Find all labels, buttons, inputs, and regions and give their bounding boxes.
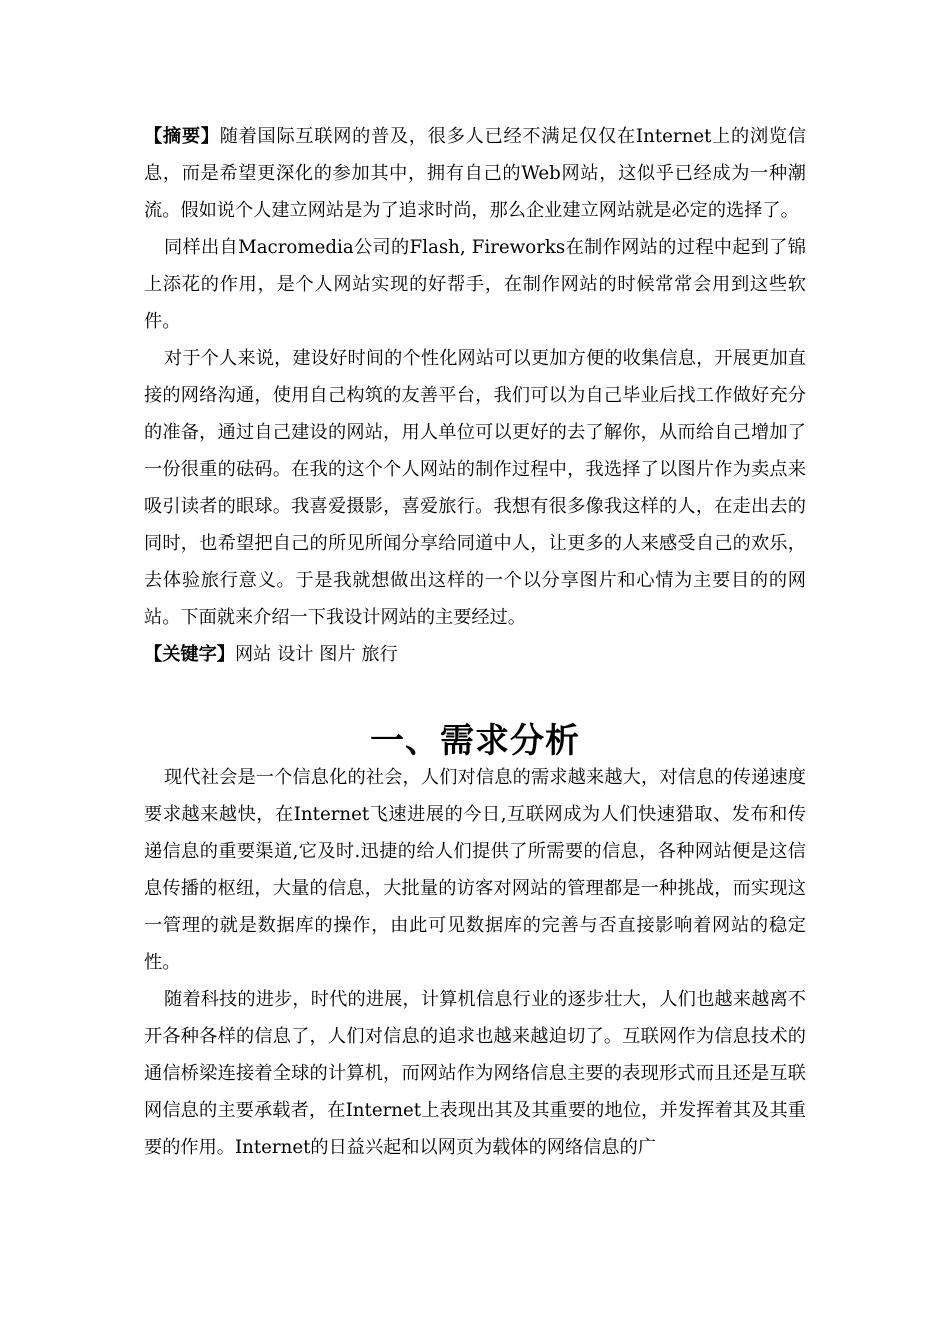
keywords-text: 网站 设计 图片 旅行 bbox=[234, 644, 398, 665]
abstract-paragraph bbox=[144, 118, 806, 229]
document-page bbox=[144, 118, 806, 1166]
section-paragraph-1: 现代社会是一个信息化的社会，人们对信息的需求越来越大，对信息的传递速度要求越来越快，在Internet飞速进展的今日,互联网成为人们快速猎取、发布和传递信息的重要渠道,它及时.迅捷的给人们提供了所需要的信息，各种网站便是这信息传播的枢纽，大量的信息，大批量的访客对网站的管理都是一种挑战，而实现这一管理的就是数据库的操作，由此可见数据库的完善与否直接影响着网站的稳定性。 bbox=[144, 767, 806, 973]
abstract-label: 【摘要】 bbox=[144, 126, 220, 147]
keywords-label: 【关键字】 bbox=[144, 644, 235, 665]
keywords-line bbox=[144, 636, 806, 673]
abstract-paragraph-3: 对于个人来说，建设好时间的个性化网站可以更加方便的收集信息，开展更加直接的网络沟通，使用自己构筑的友善平台，我们可以为自己毕业后找工作做好充分的准备，通过自己建设的网站，用人单位可以更好的去了解你，从而给自己增加了一份很重的砝码。在我的这个个人网站的制作过程中，我选择了以图片作为卖点来吸引读者的眼球。我喜爱摄影，喜爱旅行。我想有很多像我这样的人，在走出去的同时，也希望把自己的所见所闻分享给同道中人，让更多的人来感受自己的欢乐，去体验旅行意义。于是我就想做出这样的一个以分享图片和心情为主要目的的网站。下面就来介绍一下我设计网站的主要经过。 bbox=[144, 348, 806, 628]
section-paragraph-2: 随着科技的进步，时代的进展，计算机信息行业的逐步壮大，人们也越来越离不开各种各样的信息了，人们对信息的追求也越来越迫切了。互联网作为信息技术的通信桥梁连接着全球的计算机，而网站作为网络信息主要的表现形式而且还是互联网信息的主要承载者，在Internet上表现出其及其重要的地位，并发挥着其及其重要的作用。Internet的日益兴起和以网页为载体的网络信息的广 bbox=[144, 989, 806, 1158]
abstract-text: 随着国际互联网的普及，很多人已经不满足仅仅在Internet上的浏览信息，而是希望更深化的参加其中，拥有自己的Web网站，这似乎已经成为一种潮流。假如说个人建立网站是为了追求时尚，那么企业建立网站就是必定的选择了。 bbox=[144, 126, 806, 221]
abstract-paragraph-2: 同样出自Macromedia公司的Flash, Fireworks在制作网站的过程中起到了锦上添花的作用，是个人网站实现的好帮手，在制作网站的时候常常会用到这些软件。 bbox=[144, 237, 806, 332]
section-heading: 一、需求分析 bbox=[370, 721, 580, 761]
